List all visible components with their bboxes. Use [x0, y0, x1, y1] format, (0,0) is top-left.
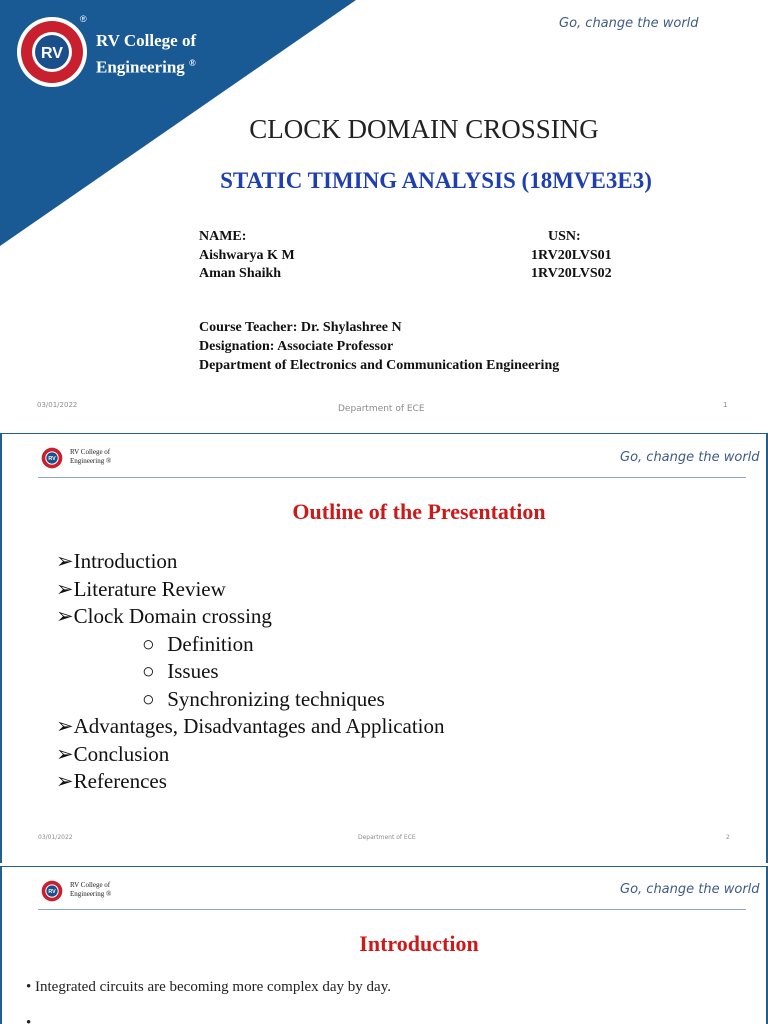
circle-bullet-icon: ○ — [142, 659, 155, 683]
college-name-line1: RV College of — [96, 31, 197, 50]
college-logo-icon — [16, 16, 88, 88]
student-names — [199, 228, 295, 284]
college-name-small — [70, 448, 111, 466]
intro-bullet: • Integrated circuits are becoming more complex day by day. — [26, 979, 391, 995]
student-usns — [531, 228, 612, 284]
college-name-line2: Engineering ® — [96, 57, 196, 77]
registered-mark: ® — [189, 58, 196, 68]
footer-page-number: 2 — [726, 834, 730, 841]
outline-list — [56, 548, 445, 796]
student-name: Aman Shaikh — [199, 266, 282, 281]
outline-subitem: ○ Issues — [56, 658, 445, 686]
college-logo-icon — [40, 879, 64, 903]
outline-subitem: ○ Definition — [56, 631, 445, 659]
slide2-title: Outline of the Presentation — [292, 499, 546, 524]
registered-mark: ® — [105, 890, 112, 898]
outline-item: ➢Conclusion — [56, 741, 170, 766]
dot-bullet-icon: • — [26, 979, 32, 995]
footer-date: 03/01/2022 — [37, 401, 78, 409]
logo-text: RV — [41, 45, 63, 62]
arrow-bullet-icon: ➢ — [56, 549, 74, 573]
logo-text: RV — [48, 456, 56, 462]
footer-date: 03/01/2022 — [38, 834, 73, 841]
slide1-subtitle: STATIC TIMING ANALYSIS (18MVE3E3) — [220, 168, 652, 193]
student-usn: 1RV20LVS02 — [531, 266, 612, 281]
registered-mark: ® — [105, 457, 112, 465]
outline-item: ➢Advantages, Disadvantages and Application — [56, 714, 445, 738]
department: Department of Electronics and Communication Engineering — [199, 358, 560, 373]
college-name-line2: Engineering — [70, 890, 105, 898]
intro-bullet-partial — [26, 1015, 31, 1024]
slide-separator — [0, 430, 768, 433]
footer-department: Department of ECE — [358, 834, 416, 841]
footer-page-number: 1 — [723, 401, 728, 409]
slide-separator — [0, 863, 768, 866]
name-label: NAME: — [199, 229, 247, 244]
circle-bullet-icon: ○ — [142, 686, 155, 711]
slide-1 — [0, 0, 768, 432]
header-divider — [38, 477, 746, 478]
slide3-title: Introduction — [359, 931, 479, 956]
slide1-title: CLOCK DOMAIN CROSSING — [249, 114, 599, 144]
course-teacher: Course Teacher: Dr. Shylashree N — [199, 320, 402, 335]
outline-item: ➢Clock Domain crossing — [56, 604, 272, 628]
student-name: Aishwarya K M — [199, 247, 295, 263]
registered-mark: ® — [80, 14, 87, 24]
logo-text: RV — [48, 889, 56, 895]
designation: Designation: Associate Professor — [199, 339, 394, 354]
outline-item: ➢Introduction — [56, 549, 178, 573]
college-name-line1: RV College of — [70, 881, 111, 889]
tagline: Go, change the world — [620, 450, 760, 465]
arrow-bullet-icon: ➢ — [56, 604, 74, 628]
footer-department: Department of ECE — [338, 404, 425, 414]
arrow-bullet-icon: ➢ — [56, 714, 74, 738]
college-name-line2: Engineering — [70, 457, 105, 465]
tagline: Go, change the world — [559, 16, 699, 31]
dot-bullet-icon: • — [26, 1015, 32, 1024]
header-divider — [38, 909, 746, 910]
college-name-small — [70, 881, 111, 899]
college-logo-icon — [40, 446, 64, 470]
usn-label: USN: — [548, 229, 581, 244]
slide-3 — [0, 865, 768, 1024]
outline-subitem: ○ Synchronizing techniques — [56, 686, 445, 714]
outline-item: ➢References — [56, 769, 167, 793]
arrow-bullet-icon: ➢ — [56, 769, 74, 793]
outline-item: ➢Literature Review — [56, 576, 226, 601]
arrow-bullet-icon: ➢ — [56, 741, 74, 766]
tagline: Go, change the world — [620, 882, 760, 897]
student-usn: 1RV20LVS01 — [531, 247, 612, 263]
college-name-line1: RV College of — [70, 448, 111, 456]
course-details — [199, 318, 559, 375]
arrow-bullet-icon: ➢ — [56, 576, 74, 601]
college-name — [96, 29, 196, 79]
circle-bullet-icon: ○ — [142, 631, 155, 656]
